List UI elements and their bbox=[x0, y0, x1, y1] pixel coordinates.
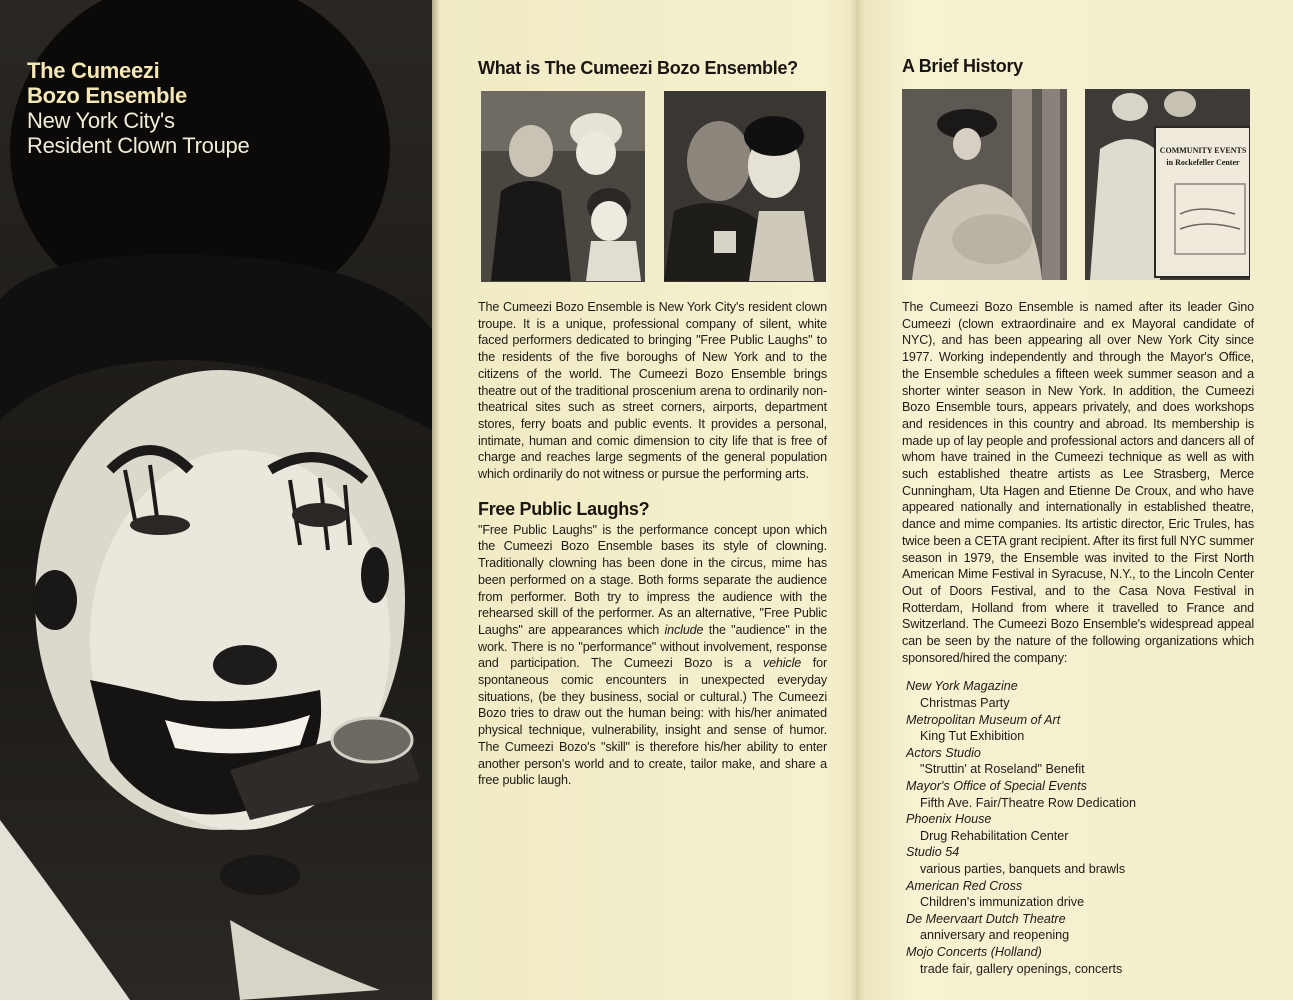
history-paragraph: The Cumeezi Bozo Ensemble is named after its leader Gino Cumeezi (clown extraordinaire and ex Mayoral candidate of NYC), and has been appearing all over New York City since 1977. Working independently and through the Mayor's Office, the Ensemble schedules a fifteen week summer season and a shorter winter season in New York. In addition, the Cumeezi Bozo Ensemble tours, appears privately, and does workshops and residences in this country and abroad. Its membership is made up of lay people and professional actors and dancers all of whom have trained in the Cumeezi technique as well as with such established theatre artists as Lee Strasberg, Merce Cunningham, Uta Hagen and Etienne De Croux, and who have appeared nationally and internationally in established theatre, dance and mime companies. Its artistic director, Eric Trules, has twice been a CETA grant recipient. After its first full NYC summer season in 1979, the Ensemble was invited to the First North American Mime Festival in Syracuse, N.Y., to the Lincoln Center Out of Doors Festival, and to the Casa Nova Festival in Rotterdam, Holland from where it travelled to France and Switzerland. The Cumeezi Bozo Ensemble's widespread appeal can be seen by the nature of the following organizations which sponsored/hired the company: bbox=[902, 300, 1254, 665]
inside-spread bbox=[432, 0, 1293, 1000]
free-laughs-emphasis-include: include bbox=[664, 622, 704, 637]
sponsor-organization-item bbox=[906, 712, 1254, 745]
sponsor-organization-item bbox=[906, 778, 1254, 811]
sponsor-organization-name: Mayor's Office of Special Events bbox=[906, 779, 1087, 794]
history-column bbox=[902, 56, 1254, 977]
free-laughs-emphasis-vehicle: vehicle bbox=[762, 656, 802, 671]
sponsor-organization-item bbox=[906, 678, 1254, 711]
free-laughs-paragraph bbox=[478, 522, 827, 789]
cover-title-line2: Bozo Ensemble bbox=[27, 83, 187, 108]
sponsor-organization-event: anniversary and reopening bbox=[920, 928, 1070, 943]
page-fold bbox=[850, 0, 864, 1000]
sign-text-line1: COMMUNITY EVENTS bbox=[1159, 146, 1247, 155]
sponsor-organization-list bbox=[906, 678, 1254, 977]
cover-subtitle-line2: Resident Clown Troupe bbox=[27, 133, 250, 158]
what-is-paragraph: The Cumeezi Bozo Ensemble is New York City's resident clown troupe. It is a unique, professional company of silent, white faced performers dedicated to bringing "Free Public Laughs" to the residents of the five boroughs of New York and to the citizens of the world. The Cumeezi Bozo Ensemble brings theatre out of the traditional proscenium arena to ordinarily non-theatrical sites such as street corners, airports, department stores, ferry boats and public events. It provides a personal, intimate, human and comic dimension to city life that is free of charge and reaches large segments of the general population which ordinarily do not witness or pursue the performing arts. bbox=[478, 300, 827, 482]
cover-subtitle-line1: New York City's bbox=[27, 108, 175, 133]
sponsor-organization-name: Actors Studio bbox=[906, 745, 981, 760]
photo-clown-and-man bbox=[664, 91, 826, 282]
sponsor-organization-event: various parties, banquets and brawls bbox=[920, 862, 1126, 876]
cover-panel bbox=[0, 0, 432, 1000]
cover-title-block bbox=[27, 58, 407, 158]
history-heading: A Brief History bbox=[902, 56, 1023, 76]
sponsor-organization-name: Studio 54 bbox=[906, 845, 960, 860]
sponsor-organization-name: Metropolitan Museum of Art bbox=[906, 712, 1061, 727]
sponsor-organization-item bbox=[906, 878, 1254, 911]
sponsor-organization-name: Mojo Concerts (Holland) bbox=[906, 944, 1042, 959]
cover-title-line1: The Cumeezi bbox=[27, 58, 160, 83]
free-laughs-heading: Free Public Laughs? bbox=[478, 498, 650, 519]
sponsor-organization-item bbox=[906, 944, 1254, 977]
free-laughs-text-1: "Free Public Laughs" is the performance concept upon which the Cumeezi Bozo Ensemble bases its style of clowning. Traditionally clowning has been done in the circus, mime has been performed on a stage. Both forms separate the audience from performer. Both try to impress the audience with the rehearsed skill of the performer. As an alternative, "Free Public Laughs" are appearances which bbox=[478, 522, 827, 637]
history-photos bbox=[902, 89, 1254, 283]
photo-clowns-with-mayor bbox=[481, 91, 645, 282]
sponsor-organization-event: Fifth Ave. Fair/Theatre Row Dedication bbox=[920, 795, 1137, 810]
free-laughs-text-2: the "audience" in the work. There is no "performance" without involvement, response and participation. The Cumeezi Bozo is a bbox=[478, 622, 827, 671]
page-edge-shadow bbox=[432, 0, 440, 1000]
free-laughs-text-3: for spontaneous comic encounters in unexpected everyday situations, (be they business, social or cultural.) The Cumeezi Bozo tries to draw out the human being: with his/her animated physical technique, vulnerability, insight and sense of humor. The Cumeezi Bozo's "skill" is therefore his/her ability to enter another person's world and to create, tailor make, and share a free public laugh. bbox=[478, 656, 827, 788]
what-is-heading: What is The Cumeezi Bozo Ensemble? bbox=[478, 58, 798, 78]
sponsor-organization-name: De Meervaart Dutch Theatre bbox=[906, 911, 1066, 926]
sponsor-organization-event: trade fair, gallery openings, concerts bbox=[920, 961, 1123, 976]
what-is-column bbox=[478, 58, 827, 789]
sponsor-organization-event: King Tut Exhibition bbox=[920, 729, 1025, 744]
photo-clown-on-lion-statue bbox=[902, 89, 1067, 280]
sponsor-organization-item bbox=[906, 745, 1254, 778]
sign-text-line2: in Rockefeller Center bbox=[1166, 158, 1240, 167]
sponsor-organization-name: American Red Cross bbox=[906, 878, 1023, 893]
sponsor-organization-item bbox=[906, 844, 1254, 877]
sponsor-organization-item bbox=[906, 811, 1254, 844]
sponsor-organization-item bbox=[906, 911, 1254, 944]
sponsor-organization-name: New York Magazine bbox=[906, 679, 1018, 694]
sponsor-organization-name: Phoenix House bbox=[906, 812, 992, 827]
sponsor-organization-event: Children's immunization drive bbox=[920, 895, 1085, 910]
photo-clowns-rockefeller-sign bbox=[1085, 89, 1250, 280]
sponsor-organization-event: "Struttin' at Roseland" Benefit bbox=[920, 762, 1085, 777]
sponsor-organization-event: Christmas Party bbox=[920, 696, 1010, 711]
sponsor-organization-event: Drug Rehabilitation Center bbox=[920, 828, 1069, 843]
what-is-photos bbox=[478, 91, 827, 285]
